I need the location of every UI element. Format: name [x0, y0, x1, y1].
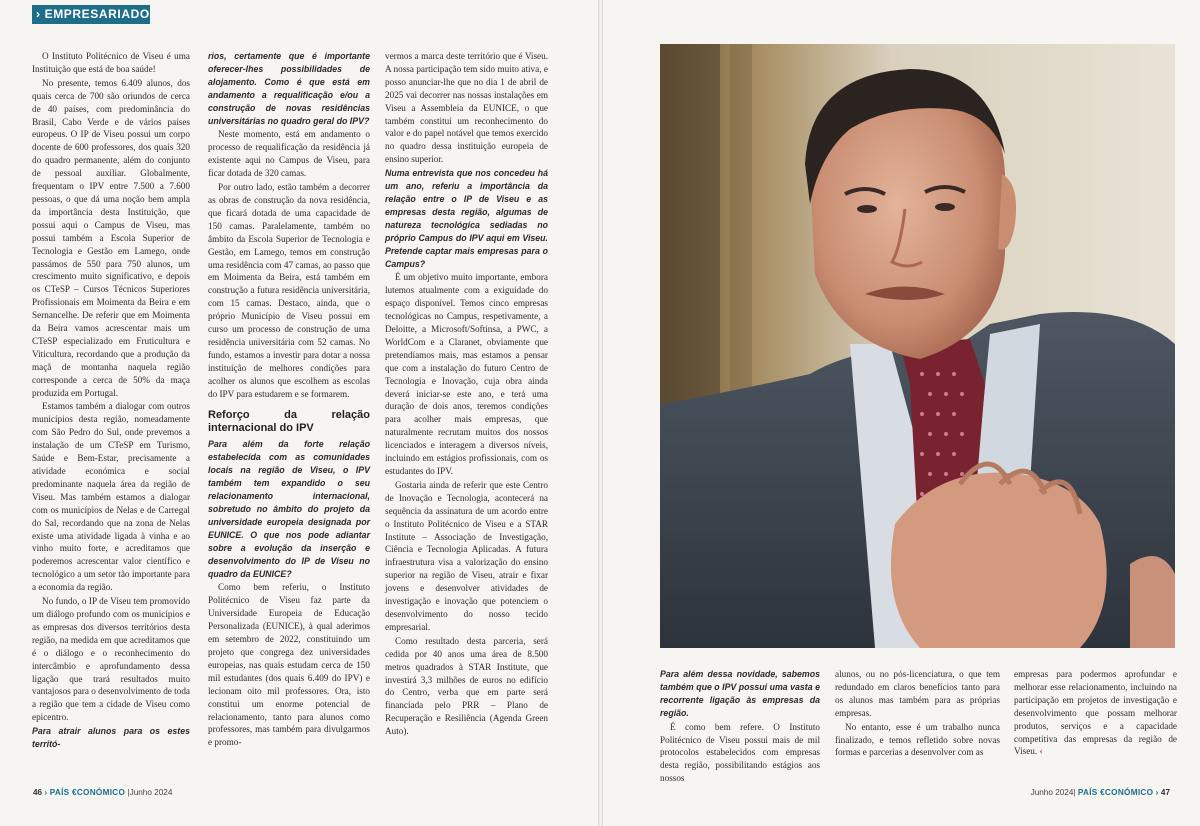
- left-page: [0, 0, 598, 826]
- paragraph: O Instituto Politécnico de Viseu é uma Instituição que está de boa saúde!: [32, 51, 190, 74]
- page-number: 47: [1160, 788, 1170, 797]
- subheading: Reforço da relação internacional do IPV: [208, 409, 370, 435]
- article-column-6: [1014, 668, 1177, 758]
- interview-question: Numa entrevista que nos concedeu há um ano, referiu a importância da relação entre o IP de Viseu e as empresas desta região, algumas de natureza tecnológica sediadas no próprio Campus do IPV aqui em Viseu. Pretende captar mais empresas para o Campus?: [385, 168, 548, 269]
- article-column-3: [385, 50, 548, 738]
- paragraph: No fundo, o IP de Viseu tem promovido um diálogo profundo com os municípios e as empresas dos diversos territórios desta região, na medida em que acreditamos que é o diálogo e o reconhecimento do intercâmbio e aprofundamento dessa ligação que trará resultados muito vantajosos para o desenvolvimento de toda a região que tem a cidade de Viseu como epicentro.: [32, 596, 190, 723]
- issue-date: Junho 2024: [1030, 788, 1074, 797]
- paragraph: Neste momento, está em andamento o processo de requalificação da residência já existente aqui no Campus de Viseu, para ficar dotada de 320 camas.: [208, 129, 370, 179]
- end-of-article-icon: ‹: [1039, 746, 1043, 757]
- article-column-1: [32, 50, 190, 751]
- paragraph: Estamos também a dialogar com outros municípios desta região, nomeadamente com São Pedro do Sul, onde prevemos a instalação de um CTeSP em Turismo, Saúde e Bem-Estar, precisamente a atividade económica e social predominante naquela área da região de Viseu. Mas também estamos a dialogar com os municípios de Nelas e de Carregal do Sal, recordando que na zona de Nelas existe uma atividade ligada à vinha e ao vinho muito forte, e acreditamos que poderemos acrescentar valor científico e tecnológico a um setor tão importante para a economia da região.: [32, 401, 190, 593]
- folio-divider: |: [1073, 788, 1076, 797]
- page-number: 46: [33, 788, 43, 797]
- section-tag-label: EMPRESARIADO: [44, 7, 150, 21]
- paragraph: No entanto, esse é um trabalho nunca finalizado, e temos refletido sobre novas formas e parcerias a desenvolver com as: [835, 721, 1000, 758]
- folio-chevron-icon: ›: [44, 788, 48, 797]
- paragraph: vermos a marca deste território que é Viseu. A nossa participação tem sido muito ativa, e posso anunciar-lhe que no dia 1 de abril de 2025 vai decorrer nas nossas instalações em Viseu a Assembleia da EUNICE, o que também constitui um reconhecimento do valor e do papel notável que temos exercido no quadro dessa instituição europeia de ensino superior.: [385, 51, 548, 165]
- right-page: [603, 0, 1200, 826]
- interview-question: rios, certamente que é importante oferecer-lhes possibilidades de alojamento. Como é que está em andamento a requalificação e/ou a construção de novas residências universitárias no quadro geral do IPV?: [208, 51, 370, 126]
- chevron-right-icon: ›: [36, 7, 41, 21]
- issue-date: Junho 2024: [129, 788, 173, 797]
- paragraph: Como bem referiu, o Instituto Politécnico de Viseu faz parte da Universidade Europeia de Educação Personalizada (EUNICE), à qual aderimos em setembro de 2022, constituindo um projeto que congrega dez universidades europeias, nas quais estudam cerca de 150 mil estudantes (dos quais 6.409 do IPV) e lecionam oito mil professores. Ora, isto constitui um enorme potencial de relacionamento, tanto para alunos como professores, mas também para divulgarmos e promo-: [208, 582, 370, 748]
- section-tag: [32, 5, 150, 24]
- paragraph: No presente, temos 6.409 alunos, dos quais cerca de 700 são oriundos de cerca de 40 países, com predominância do Brasil, Cabo Verde e de vários países europeus. O IP de Viseu possui um corpo docente de 600 professores, dos quais 320 do quadro permanente, além do conjunto de pessoal auxiliar. Globalmente, frequentam o IPV entre 7.500 a 7.600 pessoas, o que dá uma noção bem ampla da importância desta Instituição, que possui aqui o Campus de Viseu, mas possui também a Escola Superior de Tecnologia e Gestão em Lamego, onde passámos de 550 para 750 alunos, um crescimento muito significativo, e depois os CTeSP – Cursos Técnicos Superiores Profissionais em Moimenta da Beira e em Sernancelhe. De referir que em Moimenta da Beira vamos acrescentar mais um CTeSP especializado em Fruticultura e Viticultura, recordando que a produção da maçã de montanha naquela região corresponde a cerca de 50% da maça produzida em Portugal.: [32, 77, 190, 398]
- paragraph-text: empresas para podermos aprofundar e melhorar esse relacionamento, incluindo na participação em projetos de investigação e desenvolvimento que possam melhorar produtos, serviços e a capacidade competitiva das empresas da região de Viseu.: [1014, 669, 1177, 757]
- paragraph: Por outro lado, estão também a decorrer as obras de construção da nova residência, que ficará dotada de uma capacidade de 150 camas. Paralelamente, também no âmbito da Escola Superior de Tecnologia e Gestão, em Lamego, temos em construção uma residência com 47 camas, ao passo que em Moimenta da Beira, está também em construção a futura residência universitária, com 15 camas. Destaco, ainda, que o próprio Município de Viseu possui em curso um processo de construção de uma residência universitária com 52 camas. No fundo, estamos a investir para dotar a nossa instituição de melhores condições para acolher os alunos que escolhem as escolas do IPV para estudarem e se formarem.: [208, 182, 370, 399]
- interview-question: Para além dessa novidade, sabemos também que o IPV possui uma vasta e recorrente ligação às empresas da região.: [660, 669, 820, 718]
- folio-chevron-icon: ›: [1155, 788, 1159, 797]
- paragraph: É como bem refere. O Instituto Politécnico de Viseu possui mais de mil protocolos estabelecidos com empresas desta região, possibilitando estágios aos nossos: [660, 721, 820, 784]
- folio-divider: |: [127, 788, 130, 797]
- page-folio: [1031, 788, 1170, 797]
- paragraph: [1014, 668, 1177, 758]
- interview-question: Para atrair alunos para os estes territó-: [32, 726, 190, 750]
- paragraph: É um objetivo muito importante, embora lutemos atualmente com a exiguidade do espaço disponível. Temos cinco empresas tecnológicas no Campus, respetivamente, a Deloitte, a Microsoft/Softinsa, a PWC, a WorldCom e a Claranet, obviamente que pretendíamos mais, mas estamos a pensar que com a instalação do futuro Centro de Tecnologia e Inovação, cuja obra ainda deverá iniciar-se este ano, e terá uma duração de dois anos, teremos condições para acolher mais empresas, que naturalmente recrutam muitos dos nossos licenciados e interagem a diversos níveis, incluindo em estágios profissionais, com os estudantes do IPV.: [385, 272, 548, 476]
- paragraph: Como resultado desta parceria, será cedida por 40 anos uma área de 8.500 metros quadrados à STAR Institute, que investirá 3,3 milhões de euros no edifício do Centro, verba que em parte será financiada pelo PRR – Plano de Recuperação e Resiliência (Agenda Green Auto).: [385, 635, 548, 737]
- interview-question: Para além da forte relação estabelecida com as comunidades locais na região de Viseu, o IPV também tem expandido o seu relacionamento internacional, sobretudo no âmbito do projeto da universidade europeia designada por EUNICE. O que nos pode adiantar sobre a evolução da inserção e desenvolvimento do IP de Viseu no quadro da EUNICE?: [208, 439, 370, 579]
- portrait-illustration: [660, 44, 1175, 648]
- article-column-5: [835, 668, 1000, 759]
- paragraph: alunos, ou no pós-licenciatura, o que tem redundado em claros benefícios tanto para os alunos mas também para as próprias empresas.: [835, 669, 1000, 718]
- paragraph: Gostaria ainda de referir que este Centro de Inovação e Tecnologia, acontecerá na sequência da assinatura de um acordo entre o Instituto Politécnico de Viseu e a STAR Institute – Associação de Investigação, Ciência e Tecnologia Aplicadas. A futura infraestrutura visa a valorização do ensino superior na região de Viseu, atrair e fixar jovens e desenvolver atividades de investigação e inovação que potenciem o desenvolvimento do nosso tecido empresarial.: [385, 479, 548, 632]
- magazine-name: PAÍS €CONÓMICO: [1077, 788, 1154, 797]
- interviewee-photo: [660, 44, 1175, 648]
- magazine-name: PAÍS €CONÓMICO: [49, 788, 126, 797]
- page-folio: [33, 788, 172, 797]
- article-column-2: [208, 50, 370, 749]
- article-column-4: [660, 668, 820, 785]
